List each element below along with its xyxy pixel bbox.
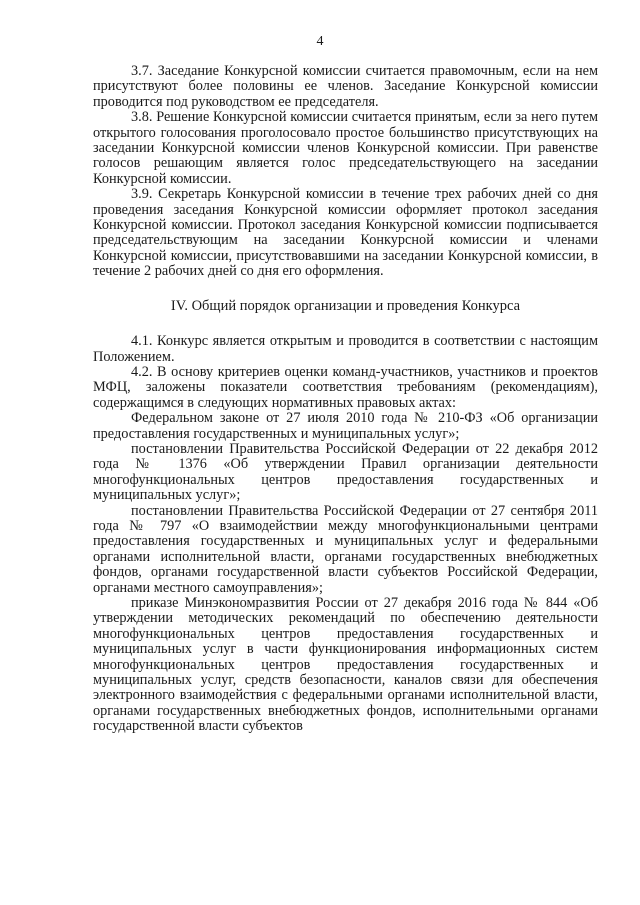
list-item-resolution-1376: постановлении Правительства Российской Федерации от 22 декабря 2012 года № 1376 «Об утверждении Правил организации деятельности многофункциональных центров предоставления государственных и муниципальных услуг»; xyxy=(93,440,598,504)
section-heading: IV. Общий порядок организации и проведения Конкурса xyxy=(170,297,521,314)
paragraph-4-1: 4.1. Конкурс является открытым и проводится в соответствии с настоящим Положением. xyxy=(93,333,598,365)
paragraph-3-8: 3.8. Решение Конкурсной комиссии считается принятым, если за него путем открытого голосования проголосовало простое большинство присутствующих на заседании Конкурсной комиссии членов Конкурсной комиссии. При равенстве голосов решающим является голос председательствующего на заседании Конкурсной комиссии. xyxy=(93,109,598,187)
page-number: 4 xyxy=(316,34,324,49)
paragraph-3-9: 3.9. Секретарь Конкурсной комиссии в течение трех рабочих дней со дня проведения заседания Конкурсной комиссии оформляет протокол заседания Конкурсной комиссии. Протокол заседания Конкурсной комиссии подписывается председательствующим на заседании Конкурсной комиссии и членами Конкурсной комиссии, присутствовавшими на заседании Конкурсной комиссии, в течение 2 рабочих дней со дня его оформления. xyxy=(93,186,598,280)
list-item-resolution-797: постановлении Правительства Российской Федерации от 27 сентября 2011 года № 797 «О взаимодействии между многофункциональными центрами предоставления государственных и муниципальных услуг и федеральными органами исполнительной власти, органами государственных внебюджетных фондов, органами государственной власти субъектов Российской Федерации, органами местного самоуправления»; xyxy=(93,502,598,596)
list-item-order-844: приказе Минэкономразвития России от 27 декабря 2016 года № 844 «Об утверждении методических рекомендаций по обеспечению деятельности многофункциональных центров предоставления государственных и муниципальных услуг в части функционирования информационных систем многофункциональных центров предоставления государственных и муниципальных услуг, средств безопасности, каналов связи для обеспечения электронного взаимодействия с федеральными органами исполнительной власти, органами государственных внебюджетных фондов, исполнительными органами государственной власти субъектов xyxy=(93,595,598,735)
paragraph-4-2: 4.2. В основу критериев оценки команд-участников, участников и проектов МФЦ, заложены показатели соответствия требованиям (рекомендациям), содержащимся в следующих нормативных правовых актах: xyxy=(93,363,598,411)
list-item-federal-law: Федеральном законе от 27 июля 2010 года № 210-ФЗ «Об организации предоставления государственных и муниципальных услуг»; xyxy=(93,410,598,442)
document-body xyxy=(93,64,598,735)
paragraph-3-7: 3.7. Заседание Конкурсной комиссии считается правомочным, если на нем присутствуют более половины ее членов. Заседание Конкурсной комиссии проводится под руководством ее председателя. xyxy=(93,63,598,110)
